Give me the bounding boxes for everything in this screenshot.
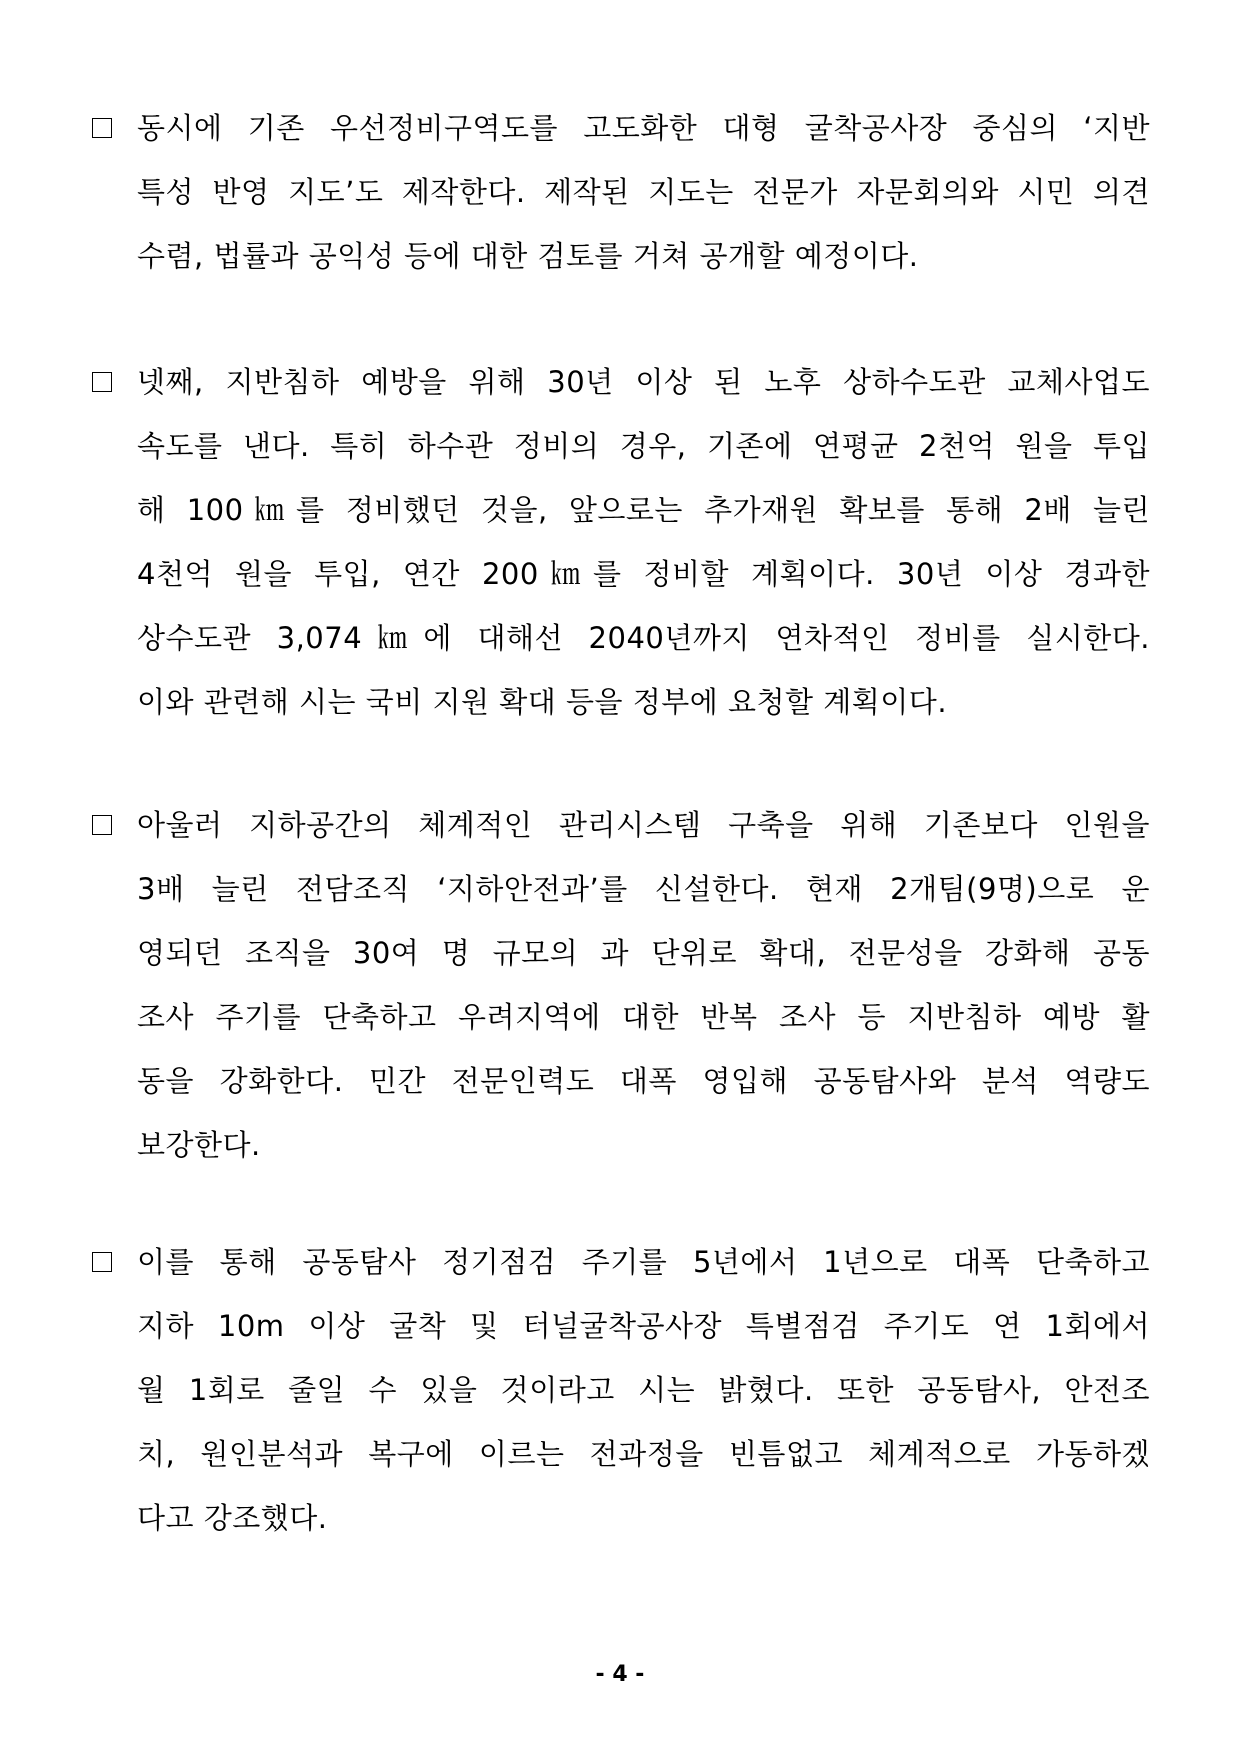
text-line: 4천억 원을 투입, 연간 200㎞를 정비할 계획이다. 30년 이상 경과한 [137, 557, 1150, 591]
text-line: 상수도관 3,074㎞에 대해선 2040년까지 연차적인 정비를 실시한다. [137, 621, 1150, 655]
checkbox-bullet-icon [92, 1252, 112, 1272]
text-line: 영되던 조직을 30여 명 규모의 과 단위로 확대, 전문성을 강화해 공동 [137, 936, 1150, 970]
text-line: 치, 원인분석과 복구에 이르는 전과정을 빈틈없고 체계적으로 가동하겠 [137, 1437, 1150, 1471]
text-line: 넷째, 지반침하 예방을 위해 30년 이상 된 노후 상하수도관 교체사업도 [137, 365, 1150, 399]
text-line: 특성 반영 지도’도 제작한다. 제작된 지도는 전문가 자문회의와 시민 의견 [137, 175, 1150, 209]
text-line: 이를 통해 공동탐사 정기점검 주기를 5년에서 1년으로 대폭 단축하고 [137, 1245, 1150, 1279]
page-number: - 4 - [595, 1662, 645, 1687]
text-line: 조사 주기를 단축하고 우려지역에 대한 반복 조사 등 지반침하 예방 활 [137, 1000, 1150, 1034]
text-line: 3배 늘린 전담조직 ‘지하안전과’를 신설한다. 현재 2개팀(9명)으로 운 [137, 872, 1150, 906]
text-line: 월 1회로 줄일 수 있을 것이라고 시는 밝혔다. 또한 공동탐사, 안전조 [137, 1373, 1150, 1407]
text-line: 속도를 낸다. 특히 하수관 정비의 경우, 기존에 연평균 2천억 원을 투입 [137, 429, 1150, 463]
text-line: 수렴, 법률과 공익성 등에 대한 검토를 거쳐 공개할 예정이다. [137, 239, 919, 273]
checkbox-bullet-icon [92, 118, 112, 138]
text-line: 아울러 지하공간의 체계적인 관리시스템 구축을 위해 기존보다 인원을 [137, 808, 1150, 842]
text-line: 다고 강조했다. [137, 1501, 328, 1535]
text-line: 이와 관련해 시는 국비 지원 확대 등을 정부에 요청할 계획이다. [137, 685, 948, 719]
text-line: 해 100㎞를 정비했던 것을, 앞으로는 추가재원 확보를 통해 2배 늘린 [137, 493, 1150, 527]
text-line: 보강한다. [137, 1128, 261, 1162]
checkbox-bullet-icon [92, 815, 112, 835]
text-line: 동을 강화한다. 민간 전문인력도 대폭 영입해 공동탐사와 분석 역량도 [137, 1064, 1150, 1098]
checkbox-bullet-icon [92, 372, 112, 392]
text-line: 동시에 기존 우선정비구역도를 고도화한 대형 굴착공사장 중심의 ‘지반 [137, 111, 1150, 145]
text-line: 지하 10m 이상 굴착 및 터널굴착공사장 특별점검 주기도 연 1회에서 [137, 1309, 1150, 1343]
